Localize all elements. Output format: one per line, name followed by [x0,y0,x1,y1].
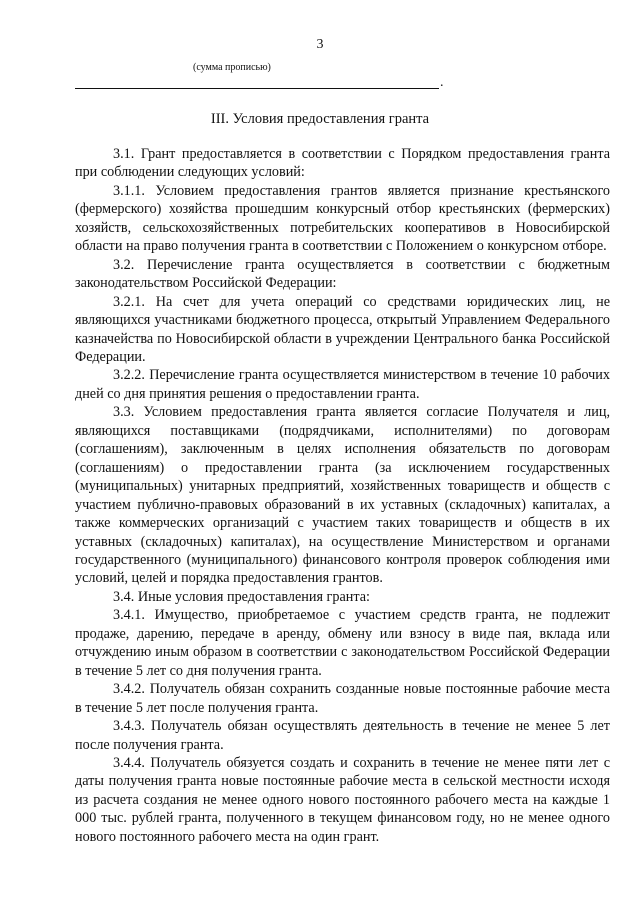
section-body [75,145,610,846]
clause-3-2: 3.2. Перечисление гранта осуществляется в соответствии с бюджетным законодательством Российской Федерации: [75,256,610,292]
clause-3-4-3: 3.4.3. Получатель обязан осуществлять деятельность в течение не менее 5 лет после получения гранта. [75,718,610,753]
sum-line-period: . [440,75,444,90]
clause-3-4-1: 3.4.1. Имущество, приобретаемое с участием средств гранта, не подлежит продаже, дарению, передаче в аренду, обмену или взносу в виде пая, вклада или отчуждению иным образом в соответствии с законодательством Российской Федерации в течение 5 лет со дня получения гранта. [75,607,610,679]
clause-3-4-4: 3.4.4. Получатель обязуется создать и сохранить в течение не менее пяти лет с даты получения гранта новые постоянные рабочие места в сельской местности исходя из расчета создания не менее одного нового постоянного рабочего места на каждые 1 000 тыс. рублей гранта, полученного в текущем финансовом году, но не менее одного нового постоянного рабочего места на один грант. [75,754,610,845]
clause-3-1-1: 3.1.1. Условием предоставления грантов является признание крестьянского (фермерского) хозяйства прошедшим конкурсный отбор крестьянских (фермерских) хозяйств, сельскохозяйственных потребительских кооперативов в Новосибирской области на право получения гранта в соответствии с Положением о конкурсном отборе. [75,182,610,255]
page-number: 3 [316,37,324,52]
clause-3-4-2: 3.4.2. Получатель обязан сохранить созданные новые постоянные рабочие места в течение 5 лет после получения гранта. [75,681,610,716]
clause-3-2-1: 3.2.1. На счет для учета операций со средствами юридических лиц, не являющихся участниками бюджетного процесса, открытый Управлением Федерального казначейства по Новосибирской области в учреждении Центрального банка Российской Федерации. [75,293,610,365]
section-title: III. Условия предоставления гранта [210,111,430,127]
sum-fill-line [75,88,439,89]
clause-3-3: 3.3. Условием предоставления гранта является согласие Получателя и лиц, являющихся поставщиками (подрядчиками, исполнителями) по договорам (соглашениям), заключенным в целях исполнения обязательств по договорам (соглашениям) о предоставлении гранта (за исключением государственных (муниципальных) унитарных предприятий, хозяйственных товариществ и обществ с участием публично-правовых образований в их уставных (складочных) капиталах, а также коммерческих организаций с участием таких товариществ и обществ в их уставных (складочных) капиталах), на осуществление Министерством и органами государственного (муниципального) финансового контроля проверок соблюдения ими условий, целей и порядка предоставления грантов. [75,404,610,587]
clause-3-4: 3.4. Иные условия предоставления гранта: [113,588,370,605]
clause-3-2-2: 3.2.2. Перечисление гранта осуществляется министерством в течение 10 рабочих дней со дня принятия решения о предоставлении гранта. [75,367,610,402]
sum-in-words-caption: (сумма прописью) [193,62,271,73]
clause-3-1: 3.1. Грант предоставляется в соответствии с Порядком предоставления гранта при соблюдении следующих условий: [75,146,610,181]
